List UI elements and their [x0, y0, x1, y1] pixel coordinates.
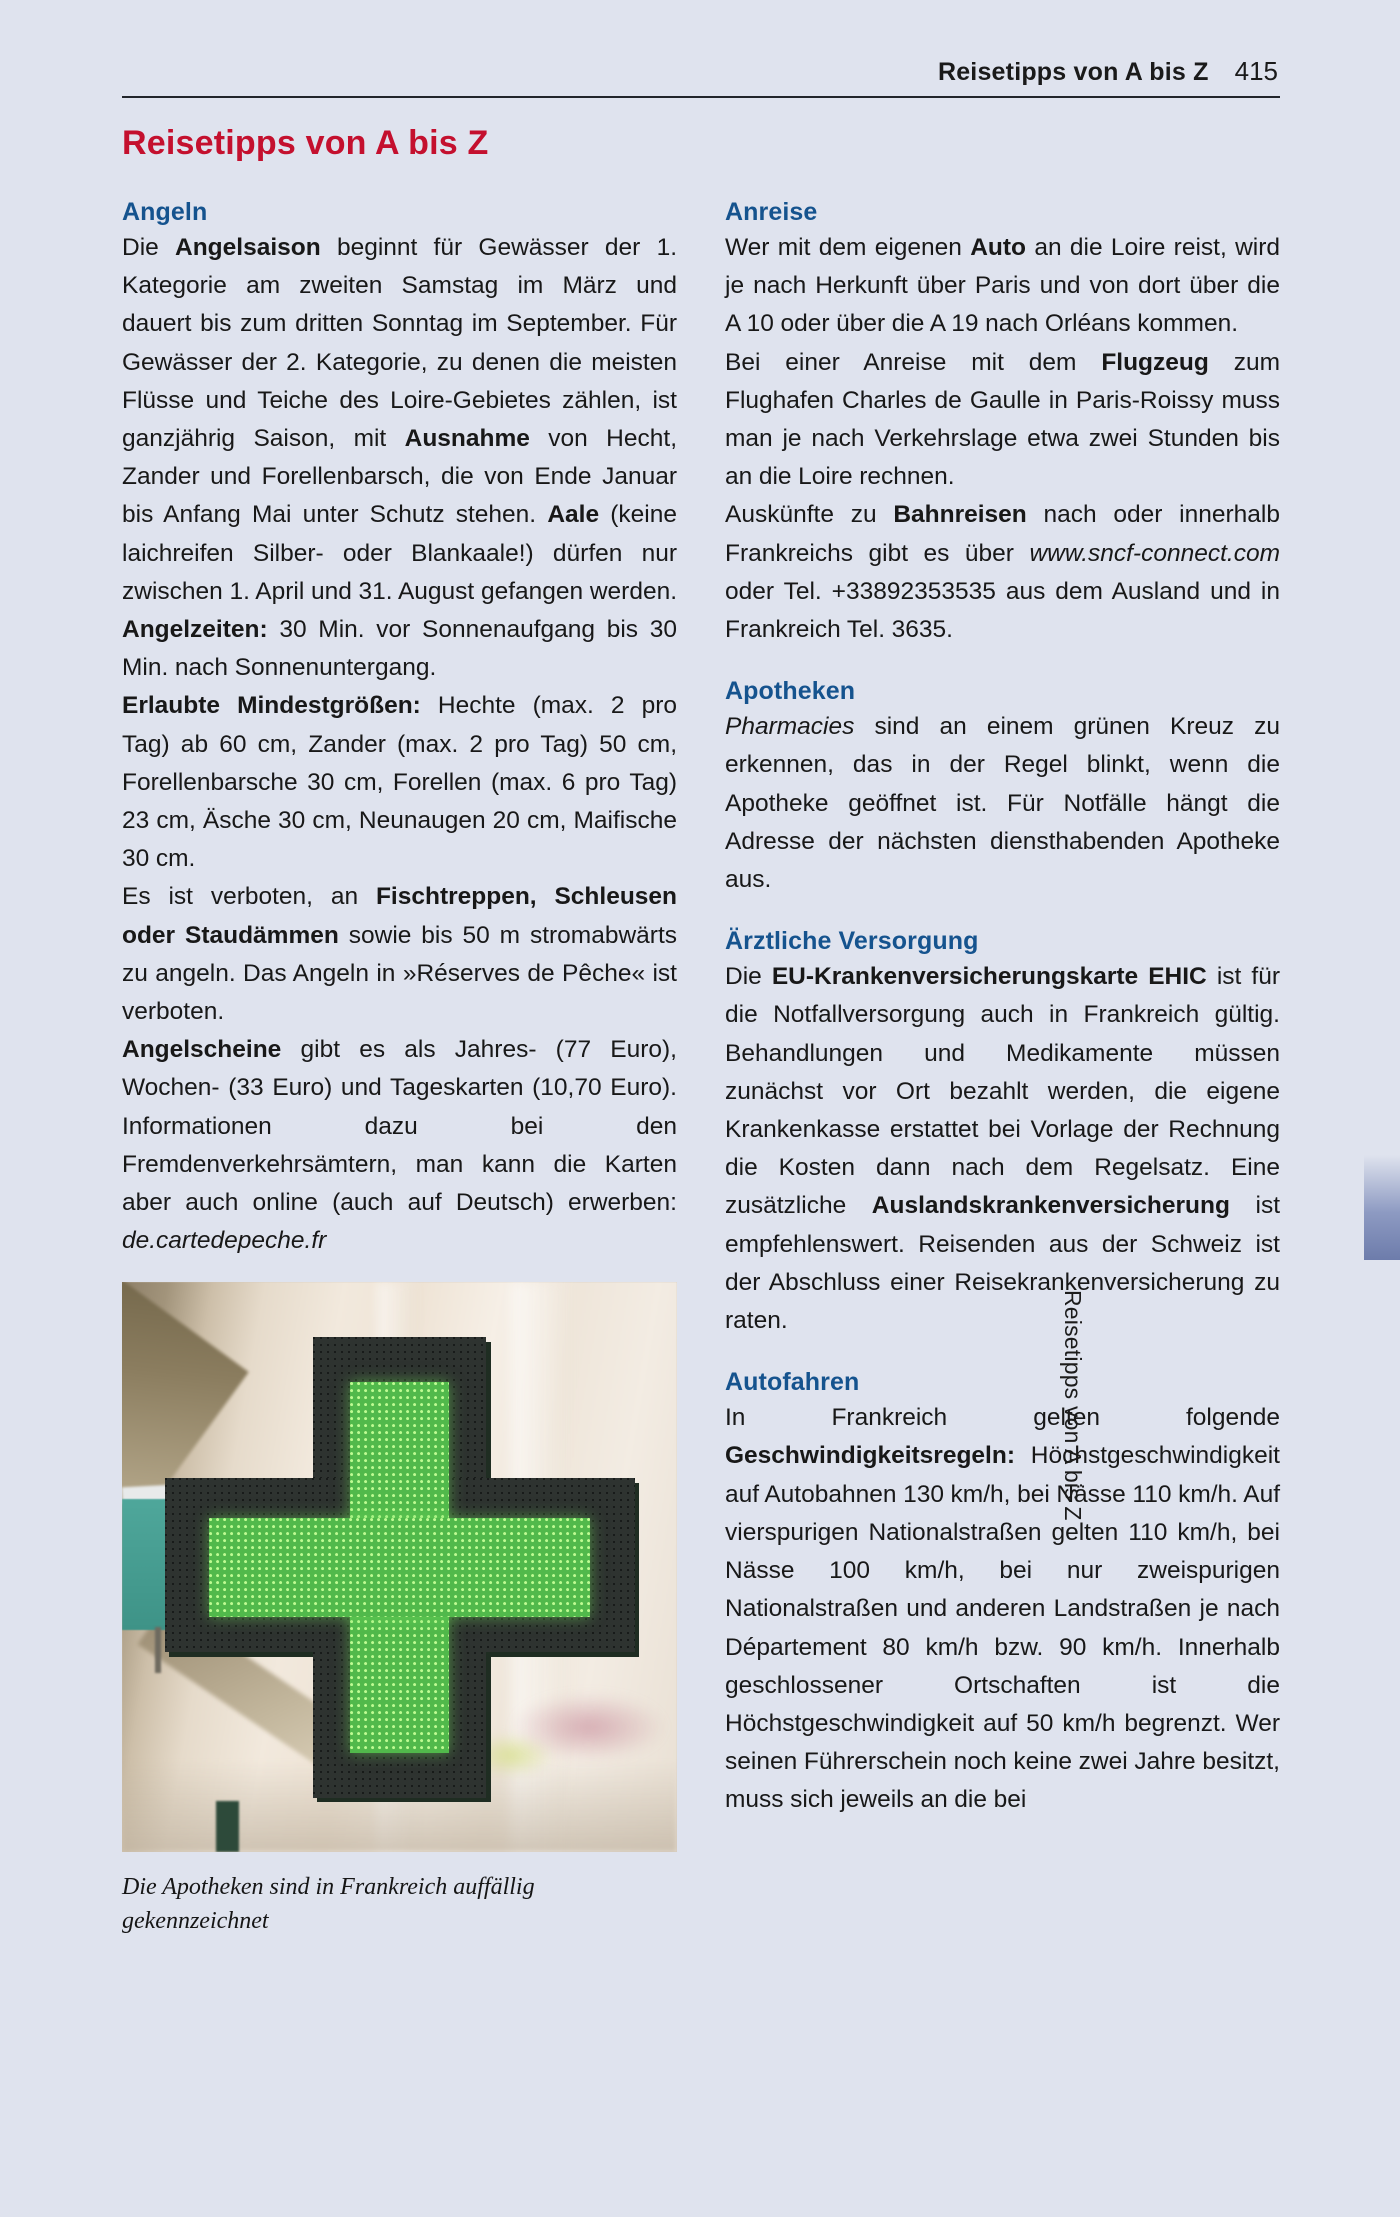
photo-pharmacy-led-cross	[122, 1282, 677, 1852]
section-angeln	[122, 198, 677, 1260]
section-heading-angeln: Angeln	[122, 198, 208, 226]
section-heading-apotheken: Apotheken	[725, 677, 856, 706]
paragraph: Pharmacies sind an einem grünen Kreuz zu erkennen, das in der Regel blinkt, wenn die Apotheke geöffnet ist. Für Notfälle hängt die Adresse der nächsten diensthabenden Apotheke aus.	[725, 713, 1280, 894]
section-autofahren	[725, 1368, 1280, 1819]
paragraph: Es ist verboten, an Fischtreppen, Schleusen oder Staudämmen sowie bis 50 m stromabwärts zu angeln. Das Angeln in »Réserves de Pêche« ist verboten.	[122, 883, 678, 1026]
led-dot-grid-lit	[209, 1518, 590, 1617]
figure-pharmacy-cross	[122, 1282, 677, 1938]
thumb-index-label: Reisetipps von A bis Z	[1060, 1290, 1086, 1521]
photo-dark-bar	[216, 1801, 238, 1852]
thumb-index-tab	[1364, 1155, 1400, 1260]
paragraph: Auskünfte zu Bahnreisen nach oder innerhalb Frankreichs gibt es über www.sncf-connect.com oder Tel. +33892353535 aus dem Ausland und in Frankreich Tel. 3635.	[725, 501, 1280, 644]
paragraph: Wer mit dem eigenen Auto an die Loire reist, wird je nach Herkunft über Paris und von dort über die A 10 oder über die A 19 nach Orléans kommen.	[725, 234, 1280, 338]
pharmacy-cross-icon	[165, 1332, 635, 1802]
page-title: Reisetipps von A bis Z	[122, 124, 489, 162]
paragraph: Angelscheine gibt es als Jahres- (77 Euro), Wochen- (33 Euro) und Tageskarten (10,70 Euro). Informationen dazu bei den Fremdenverkehrsämtern, man kann die Karten aber auch online (auch auf Deutsch) erwerben: de.cartedepeche.fr	[122, 1036, 677, 1255]
photo-pole	[155, 1627, 161, 1673]
green-cross-horizontal	[209, 1518, 590, 1617]
section-aerztliche-versorgung	[725, 927, 1280, 1340]
paragraph: Bei einer Anreise mit dem Flugzeug zum Flughafen Charles de Gaulle in Paris-Roissy muss man je nach Verkehrslage etwa zwei Stunden bis an die Loire rechnen.	[725, 348, 1280, 491]
paragraph: Die EU-Krankenversicherungskarte EHIC ist für die Notfallversorgung auch in Frankreich gültig. Behandlungen und Medikamente müssen zunächst vor Ort bezahlt werden, die eigene Krankenkasse erstattet bei Vorlage der Rechnung die Kosten dann nach dem Regelsatz. Eine zusätzliche Auslandskrankenversicherung ist empfehlenswert. Reisenden aus der Schweiz ist der Abschluss einer Reisekrankenversicherung zu raten.	[725, 963, 1280, 1335]
section-heading-anreise: Anreise	[725, 198, 818, 226]
running-head-title: Reisetipps von A bis Z	[937, 58, 1209, 86]
left-column	[122, 198, 677, 1938]
section-heading-autofahren: Autofahren	[725, 1368, 860, 1397]
page-number: 415	[1234, 56, 1278, 86]
section-heading-aerztliche-versorgung: Ärztliche Versorgung	[725, 927, 979, 956]
paragraph: In Frankreich gelten folgende Geschwindigkeitsregeln: Höchstgeschwindigkeit auf Autobahnen 130 km/h, bei Nässe 110 km/h. Auf vierspurigen Nationalstraßen gelten 110 km/h, bei Nässe 100 km/h, bei nur zweispurigen Nationalstraßen und anderen Landstraßen je nach Département 80 km/h bzw. 90 km/h. Innerhalb geschlossener Ortschaften ist die Höchstgeschwindigkeit auf 50 km/h begrenzt. Wer seinen Führerschein noch keine zwei Jahre besitzt, muss sich jeweils an die bei	[725, 1404, 1281, 1814]
paragraph: Die Angelsaison beginnt für Gewässer der 1. Kategorie am zweiten Samstag im März und dauert bis zum dritten Sonntag im September. Für Gewässer der 2. Kategorie, zu denen die meisten Flüsse und Teiche des Loire-Gebietes zählen, ist ganzjährig Saison, mit Ausnahme von Hecht, Zander und Forellenbarsch, die von Ende Januar bis Anfang Mai unter Schutz stehen. Aale (keine laichreifen Silber- oder Blankaale!) dürfen nur zwischen 1. April und 31. August gefangen werden. Angelzeiten: 30 Min. vor Sonnenaufgang bis 30 Min. nach Sonnenuntergang.	[122, 234, 678, 682]
right-column	[725, 198, 1280, 1938]
section-apotheken	[725, 677, 1280, 899]
paragraph: Erlaubte Mindestgrößen: Hechte (max. 2 pro Tag) ab 60 cm, Zander (max. 2 pro Tag) 50 cm, Forellenbarsche 30 cm, Forellen (max. 6 pro Tag) 23 cm, Äsche 30 cm, Neunaugen 20 cm, Maifische 30 cm.	[122, 692, 677, 873]
figure-caption: Die Apotheken sind in Frankreich auffällig gekennzeichnet	[122, 1874, 535, 1935]
running-head	[122, 56, 1278, 87]
two-column-body	[122, 198, 1280, 1938]
section-anreise	[725, 198, 1280, 649]
header-divider	[122, 96, 1280, 98]
